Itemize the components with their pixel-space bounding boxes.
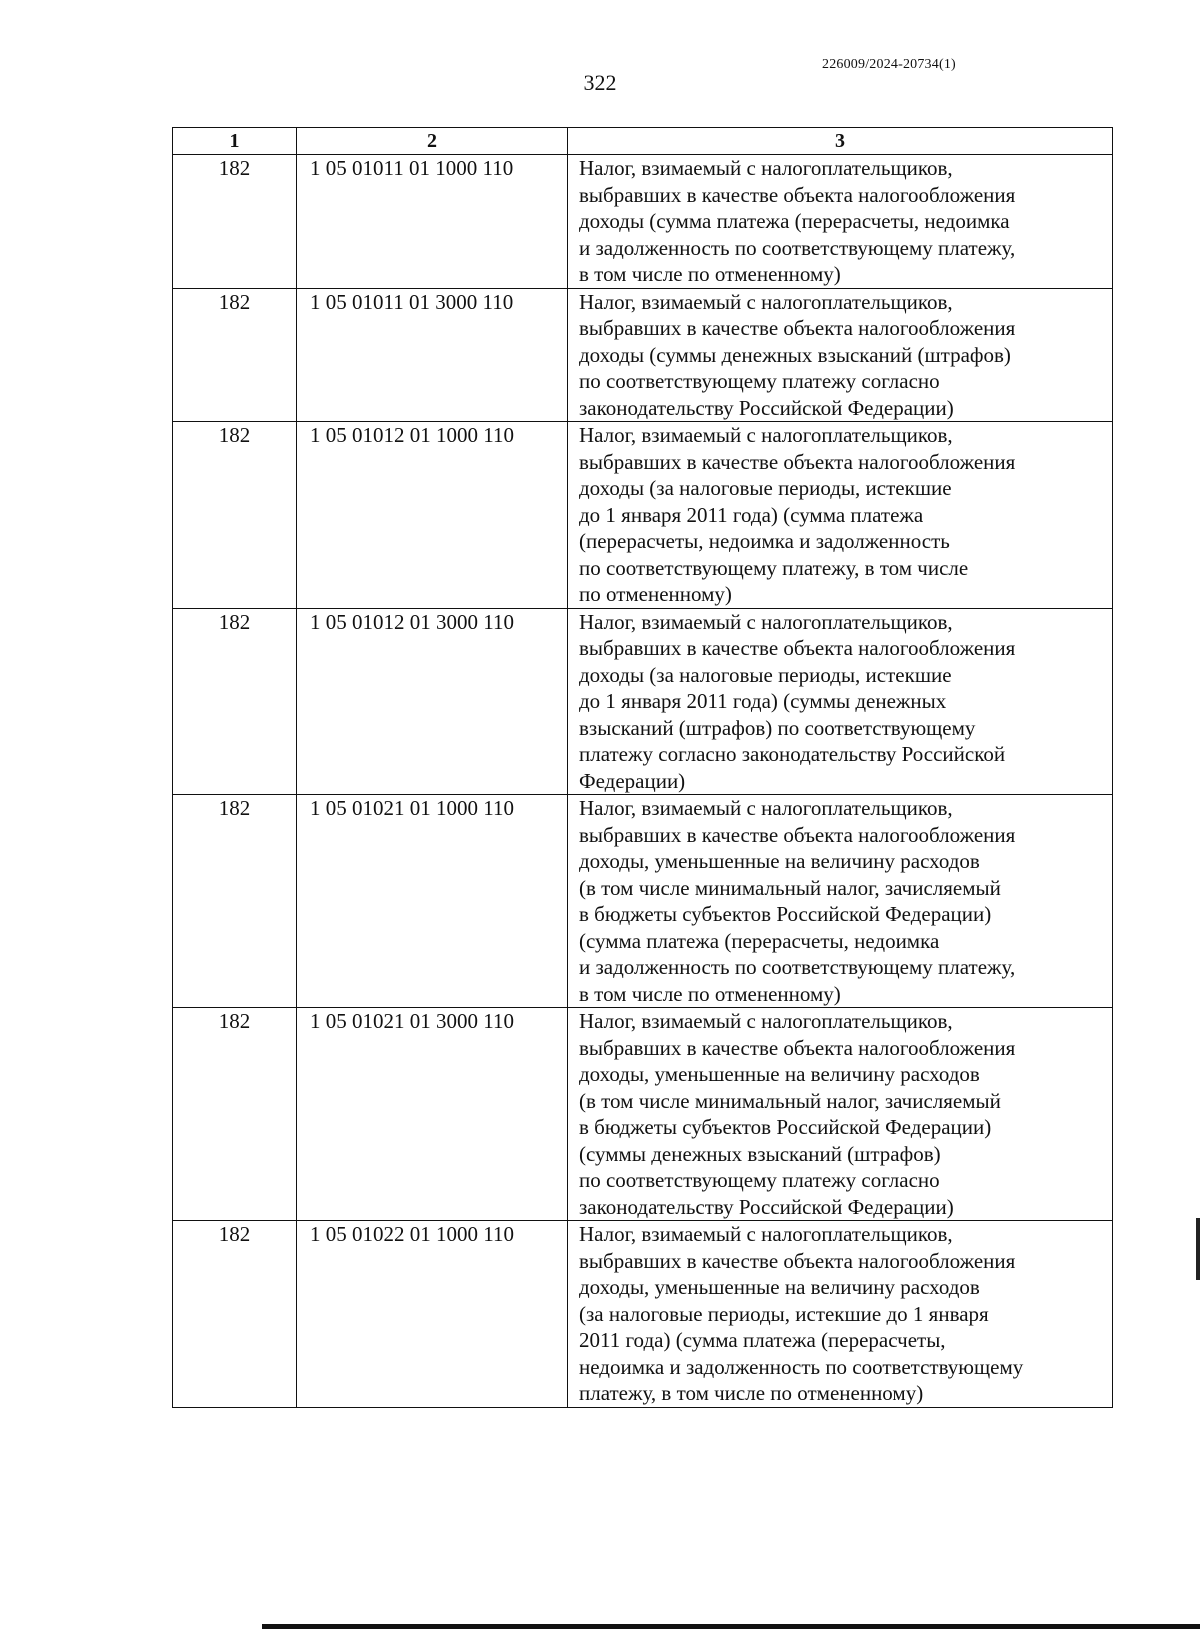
income-name-line: доходы (за налоговые периоды, истекшие: [579, 662, 952, 687]
table-header-row: [173, 128, 1113, 155]
income-name-line: платежу, в том числе по отмененному): [579, 1381, 924, 1405]
income-name-line: выбравших в качестве объекта налогообложения: [579, 1248, 1016, 1273]
income-name-line: Налог, взимаемый с налогоплательщиков,: [579, 1009, 953, 1033]
table-row: [173, 795, 1113, 1008]
income-name-line: доходы, уменьшенные на величину расходов: [579, 849, 980, 873]
income-name-line: Налог, взимаемый с налогоплательщиков,: [579, 423, 953, 447]
income-name-line: Федерации): [579, 768, 686, 793]
admin-code-cell: 182: [173, 1221, 297, 1408]
table-row: [173, 1008, 1113, 1221]
page-number: 322: [583, 70, 617, 95]
income-name-line: (суммы денежных взысканий (штрафов): [579, 1141, 941, 1166]
income-name-line: по соответствующему платежу, в том числе: [579, 555, 969, 580]
admin-code-cell: 182: [173, 1008, 297, 1221]
income-name-line: законодательству Российской Федерации): [579, 395, 954, 420]
budget-code-cell: 1 05 01022 01 1000 110: [297, 1221, 568, 1408]
income-name-cell: [568, 155, 1113, 289]
admin-code-cell: 182: [173, 608, 297, 795]
income-name-line: Налог, взимаемый с налогоплательщиков,: [579, 796, 953, 820]
admin-code-cell: 182: [173, 288, 297, 422]
income-name-line: выбравших в качестве объекта налогообложения: [579, 1035, 1016, 1060]
income-name-line: Налог, взимаемый с налогоплательщиков,: [579, 156, 953, 180]
income-name-line: в бюджеты субъектов Российской Федерации): [579, 1115, 992, 1139]
income-name-line: платежу согласно законодательству Российской: [579, 742, 1006, 766]
income-name-line: (в том числе минимальный налог, зачисляемый: [579, 1088, 1001, 1113]
income-name-line: по соответствующему платежу согласно: [579, 1168, 940, 1192]
table-row: [173, 155, 1113, 289]
income-name-cell: [568, 608, 1113, 795]
table-body: [173, 155, 1113, 1408]
header-col-3: 3: [568, 128, 1113, 155]
income-name-cell: [568, 422, 1113, 609]
budget-code-cell: 1 05 01011 01 3000 110: [297, 288, 568, 422]
budget-code-cell: 1 05 01021 01 1000 110: [297, 795, 568, 1008]
income-name-cell: [568, 288, 1113, 422]
income-name-line: Налог, взимаемый с налогоплательщиков,: [579, 289, 953, 314]
income-name-line: по соответствующему платежу согласно: [579, 369, 940, 393]
table-row: [173, 1221, 1113, 1408]
budget-codes-table: [172, 127, 1113, 1408]
income-name-line: выбравших в качестве объекта налогообложения: [579, 316, 1016, 340]
income-name-line: до 1 января 2011 года) (сумма платежа: [579, 502, 924, 527]
income-name-line: доходы, уменьшенные на величину расходов: [579, 1062, 980, 1086]
budget-code-cell: 1 05 01012 01 1000 110: [297, 422, 568, 609]
header-col-2: 2: [297, 128, 568, 155]
income-name-line: Налог, взимаемый с налогоплательщиков,: [579, 609, 953, 634]
income-name-line: Налог, взимаемый с налогоплательщиков,: [579, 1222, 953, 1246]
income-name-line: по отмененному): [579, 582, 732, 606]
table-row: [173, 608, 1113, 795]
income-name-line: (в том числе минимальный налог, зачисляемый: [579, 875, 1001, 900]
income-name-line: в том числе по отмененному): [579, 262, 841, 286]
income-name-line: (перерасчеты, недоимка и задолженность: [579, 529, 950, 553]
budget-code-cell: 1 05 01021 01 3000 110: [297, 1008, 568, 1221]
income-name-line: доходы (сумма платежа (перерасчеты, недоимка: [579, 209, 1010, 233]
income-name-line: (сумма платежа (перерасчеты, недоимка: [579, 928, 940, 953]
income-name-line: доходы, уменьшенные на величину расходов: [579, 1275, 980, 1299]
income-name-cell: [568, 795, 1113, 1008]
admin-code-cell: 182: [173, 155, 297, 289]
income-name-line: до 1 января 2011 года) (суммы денежных: [579, 689, 947, 713]
income-name-line: и задолженность по соответствующему платежу,: [579, 955, 1016, 979]
table-row: [173, 288, 1113, 422]
budget-code-cell: 1 05 01011 01 1000 110: [297, 155, 568, 289]
income-name-line: законодательству Российской Федерации): [579, 1194, 954, 1219]
table-row: [173, 422, 1113, 609]
bottom-scan-rule: [262, 1624, 1200, 1629]
income-name-cell: [568, 1008, 1113, 1221]
income-name-line: и задолженность по соответствующему платежу,: [579, 235, 1016, 260]
income-name-line: 2011 года) (сумма платежа (перерасчеты,: [579, 1328, 946, 1352]
header-col-1: 1: [173, 128, 297, 155]
budget-code-cell: 1 05 01012 01 3000 110: [297, 608, 568, 795]
income-name-line: взысканий (штрафов) по соответствующему: [579, 715, 976, 740]
admin-code-cell: 182: [173, 422, 297, 609]
income-name-line: выбравших в качестве объекта налогообложения: [579, 636, 1016, 660]
income-name-line: доходы (суммы денежных взысканий (штрафов): [579, 342, 1011, 367]
right-edge-mark: [1196, 1218, 1200, 1280]
income-name-line: выбравших в качестве объекта налогообложения: [579, 182, 1016, 207]
income-name-line: (за налоговые периоды, истекшие до 1 января: [579, 1301, 989, 1326]
income-name-line: доходы (за налоговые периоды, истекшие: [579, 476, 952, 500]
income-name-line: выбравших в качестве объекта налогообложения: [579, 449, 1016, 474]
income-name-line: в том числе по отмененному): [579, 981, 841, 1006]
income-name-line: в бюджеты субъектов Российской Федерации): [579, 902, 992, 926]
document-id: 226009/2024-20734(1): [822, 57, 956, 72]
income-name-cell: [568, 1221, 1113, 1408]
admin-code-cell: 182: [173, 795, 297, 1008]
income-name-line: выбравших в качестве объекта налогообложения: [579, 822, 1016, 847]
income-name-line: недоимка и задолженность по соответствующему: [579, 1354, 1024, 1379]
